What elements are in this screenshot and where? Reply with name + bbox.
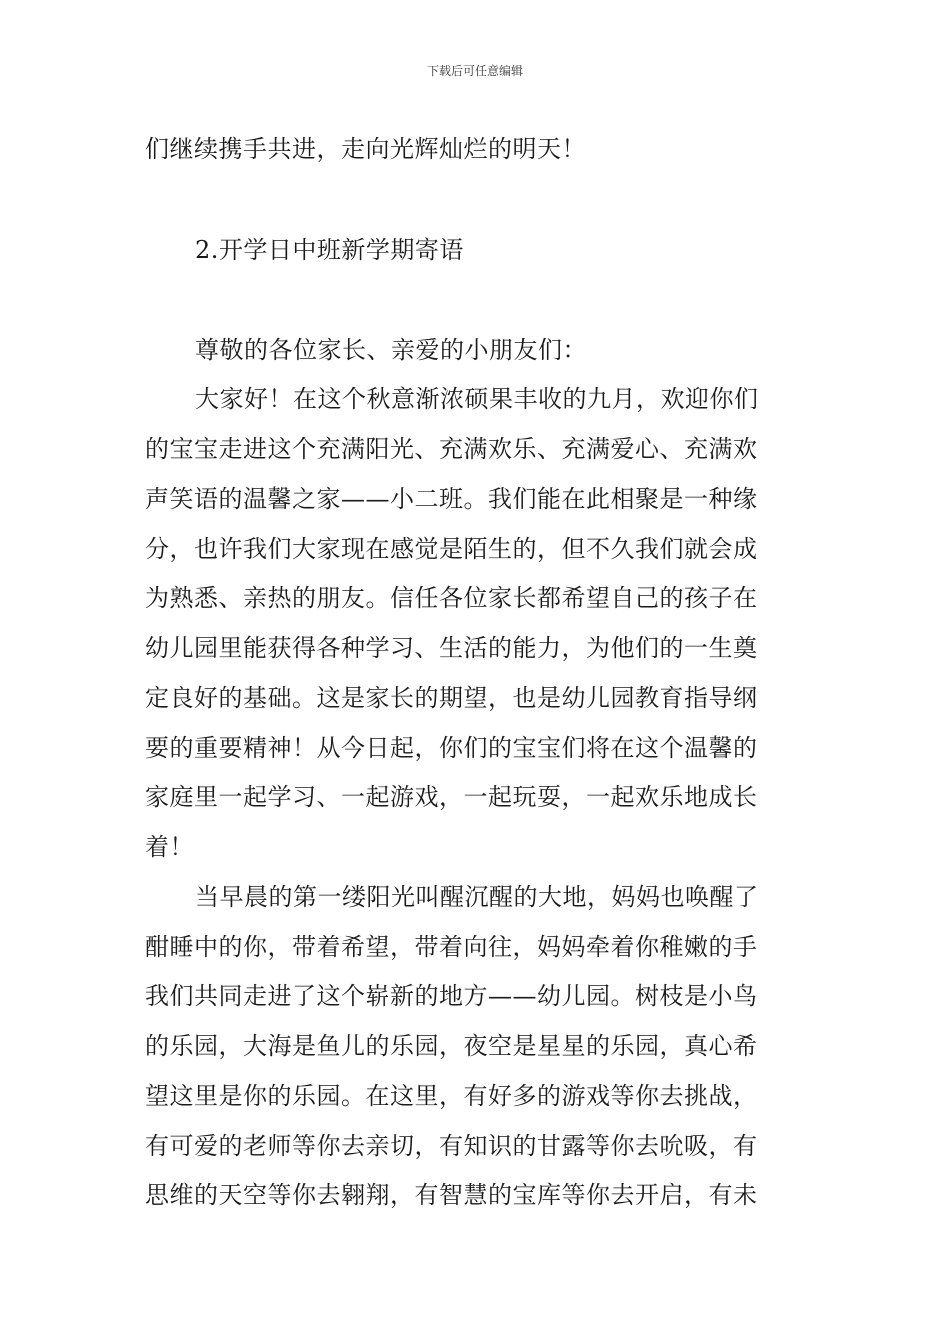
- salutation-line: 尊敬的各位家长、亲爱的小朋友们：: [195, 336, 587, 364]
- text-line-12: 家庭里一起学习、一起游戏，一起玩耍，一起欢乐地成长: [145, 783, 758, 811]
- text-line-16: 我们共同走进了这个崭新的地方——幼儿园。树枝是小鸟: [145, 982, 758, 1010]
- text-line-14: 当早晨的第一缕阳光叫醒沉醒的大地，妈妈也唤醒了: [195, 883, 759, 911]
- text-line-17: 的乐园，大海是鱼儿的乐园，夜空是星星的乐园，真心希: [145, 1032, 758, 1060]
- text-line-13: 着！: [145, 833, 194, 861]
- text-line-18: 望这里是你的乐园。在这里，有好多的游戏等你去挑战，: [145, 1082, 758, 1110]
- text-line-1: 们继续携手共进，走向光辉灿烂的明天！: [145, 135, 586, 163]
- text-line-6: 声笑语的温馨之家——小二班。我们能在此相聚是一种缘: [145, 485, 758, 513]
- text-line-20: 思维的天空等你去翱翔，有智慧的宝库等你去开启，有未: [145, 1181, 758, 1209]
- text-line-15: 酣睡中的你，带着希望，带着向往，妈妈牵着你稚嫩的手: [145, 933, 758, 961]
- text-line-5: 的宝宝走进这个充满阳光、充满欢乐、充满爱心、充满欢: [145, 435, 758, 463]
- text-line-9: 幼儿园里能获得各种学习、生活的能力，为他们的一生奠: [145, 634, 758, 662]
- page-header: 下载后可任意编辑: [426, 64, 523, 78]
- text-line-4: 大家好！在这个秋意渐浓硕果丰收的九月，欢迎你们: [195, 385, 759, 413]
- section-heading: 2.开学日中班新学期寄语: [195, 236, 464, 264]
- text-line-19: 有可爱的老师等你去亲切，有知识的甘露等你去吮吸，有: [145, 1132, 758, 1160]
- text-line-10: 定良好的基础。这是家长的期望，也是幼儿园教育指导纲: [145, 684, 758, 712]
- text-line-11: 要的重要精神！从今日起，你们的宝宝们将在这个温馨的: [145, 734, 758, 762]
- text-line-8: 为熟悉、亲热的朋友。信任各位家长都希望自己的孩子在: [145, 584, 758, 612]
- text-line-7: 分，也许我们大家现在感觉是陌生的，但不久我们就会成: [145, 535, 758, 563]
